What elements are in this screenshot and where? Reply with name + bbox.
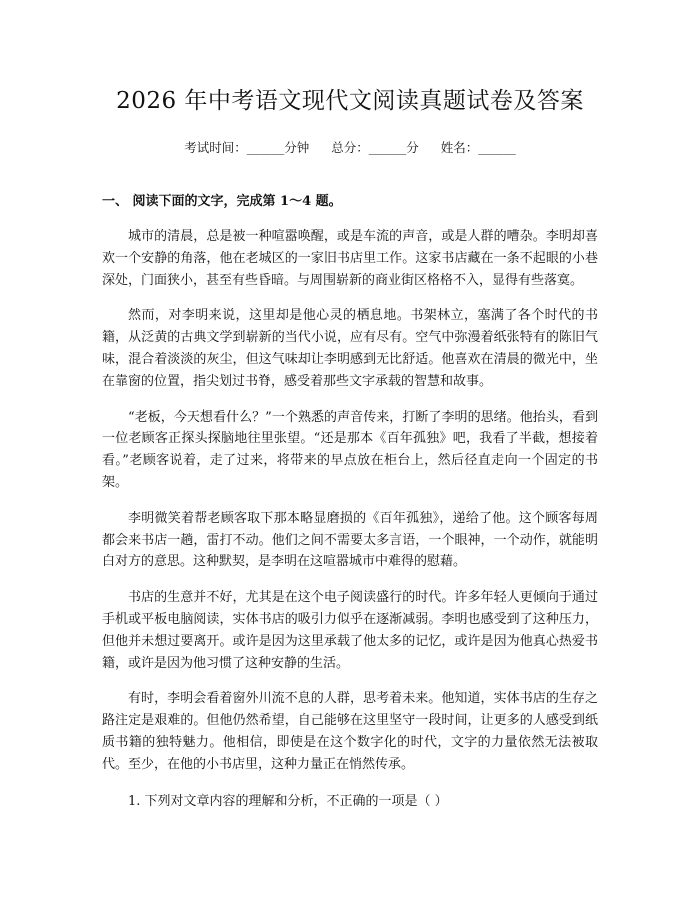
page-title: 2026 年中考语文现代文阅读真题试卷及答案 [116,88,584,114]
section-heading: 一、 阅读下面的文字，完成第 1～4 题。 [102,194,342,209]
reading-paragraph-2: 然而，对李明来说，这里却是他心灵的栖息地。书架林立，塞满了各个时代的书籍，从泛黄的古典文学到崭新的当代小说，应有尽有。空气中弥漫着纸张特有的陈旧气味，混合着淡淡的灰尘，但这气味却让李明感到无比舒适。他喜欢在清晨的微光中，坐在靠窗的位置，指尖划过书脊，感受着那些文字承载的智慧和故事。 [102,308,598,389]
reading-paragraph-6: 有时，李明会看着窗外川流不息的人群，思考着未来。他知道，实体书店的生存之路注定是艰难的。但他仍然希望，自己能够在这里坚守一段时间，让更多的人感受到纸质书籍的独特魅力。他相信，即使是在这个数字化的时代，文字的力量依然无法被取代。至少，在他的小书店里，这种力量正在悄然传承。 [102,691,598,772]
name-field: 姓名：______ [440,140,516,155]
reading-paragraph-4: 李明微笑着帮老顾客取下那本略显磨损的《百年孤独》，递给了他。这个顾客每周都会来书店一趟，雷打不动。他们之间不需要太多言语，一个眼神，一个动作，就能明白对方的意思。这种默契，是李明在这喧嚣城市中难得的慰藉。 [102,510,598,570]
total-score-field: 总分：______分 [331,140,419,155]
question-1: 1. 下列对文章内容的理解和分析，不正确的一项是（ ） [128,793,448,809]
exam-time-field: 考试时间：______分钟 [184,140,310,155]
reading-paragraph-1: 城市的清晨，总是被一种喧嚣唤醒，或是车流的声音，或是人群的嘈杂。李明却喜欢一个安静的角落，他在老城区的一家旧书店里工作。这家书店藏在一条不起眼的小巷深处，门面狭小，甚至有些昏暗。与周围崭新的商业街区格格不入，显得有些落寞。 [102,229,598,288]
reading-paragraph-5: 书店的生意并不好，尤其是在这个电子阅读盛行的时代。许多年轻人更倾向于通过手机或平板电脑阅读，实体书店的吸引力似乎在逐渐减弱。李明也感受到了这种压力，但他并未想过要离开。或许是因为这里承载了他太多的记忆，或许是因为他真心热爱书籍，或许是因为他习惯了这种安静的生活。 [102,590,598,671]
reading-paragraph-3: “老板，今天想看什么？”一个熟悉的声音传来，打断了李明的思绪。他抬头，看到一位老顾客正探头探脑地往里张望。“还是那本《百年孤独》吧，我看了半截，想接着看。”老顾客说着，走了过来，将带来的早点放在柜台上，然后径直走向一个固定的书架。 [102,409,598,490]
exam-info-line [102,139,598,157]
